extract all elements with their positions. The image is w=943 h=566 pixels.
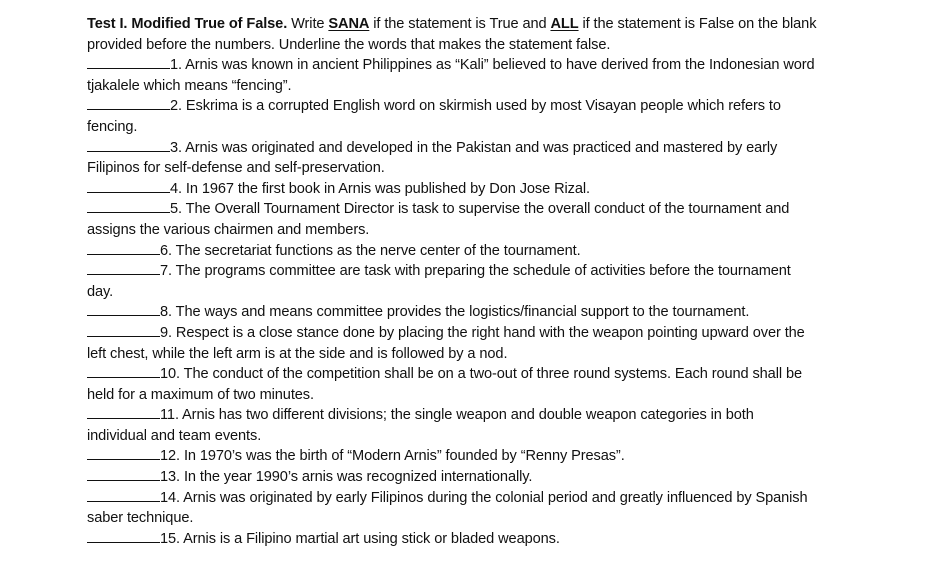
question-text: 15. Arnis is a Filipino martial art using stick or bladed weapons.	[160, 530, 560, 547]
instructions-text: if the statement is True and	[369, 16, 551, 32]
question-2-continued: fencing.	[87, 118, 138, 135]
question-text: 1. Arnis was known in ancient Philippines as “Kali” believed to have derived from the Indonesian word	[170, 57, 815, 74]
question-text: 3. Arnis was originated and developed in the Pakistan and was practiced and mastered by early	[170, 139, 778, 156]
answer-blank-8[interactable]	[87, 302, 160, 316]
question-15	[87, 529, 877, 550]
question-12	[87, 446, 877, 467]
answer-blank-11[interactable]	[87, 405, 160, 419]
answer-blank-10[interactable]	[87, 364, 160, 378]
question-text: 10. The conduct of the competition shall be on a two-out of three round systems. Each round shall be	[160, 366, 802, 383]
question-10-continued: held for a maximum of two minutes.	[87, 386, 314, 403]
question-text: 5. The Overall Tournament Director is task to supervise the overall conduct of the tournament and	[170, 201, 790, 218]
question-14-continued: saber technique.	[87, 510, 194, 527]
question-7	[87, 261, 877, 282]
answer-blank-6[interactable]	[87, 241, 160, 255]
question-9-continued: left chest, while the left arm is at the side and is followed by a nod.	[87, 345, 508, 362]
question-11	[87, 405, 877, 426]
question-text: 12. In 1970’s was the birth of “Modern Arnis” founded by “Renny Presas”.	[160, 448, 625, 465]
question-text: 8. The ways and means committee provides the logistics/financial support to the tournament.	[160, 304, 750, 321]
instructions-text: if the statement is False on the blank	[578, 16, 817, 32]
answer-blank-9[interactable]	[87, 323, 160, 337]
answer-blank-15[interactable]	[87, 529, 160, 543]
question-2	[87, 96, 877, 117]
question-1-continued: tjakalele which means “fencing”.	[87, 77, 292, 94]
answer-blank-7[interactable]	[87, 261, 160, 275]
question-11-continued: individual and team events.	[87, 427, 262, 444]
answer-blank-2[interactable]	[87, 96, 170, 110]
question-5	[87, 199, 877, 220]
question-6	[87, 241, 877, 262]
worksheet	[87, 14, 877, 549]
answer-blank-5[interactable]	[87, 199, 170, 213]
question-text: 11. Arnis has two different divisions; the single weapon and double weapon categories in both	[160, 407, 754, 424]
false-keyword: ALL	[550, 16, 579, 32]
question-14	[87, 488, 877, 509]
question-8	[87, 302, 877, 323]
question-text: 4. In 1967 the first book in Arnis was published by Don Jose Rizal.	[170, 180, 590, 197]
question-3-continued: Filipinos for self-defense and self-preservation.	[87, 160, 385, 177]
instructions-line-1	[87, 14, 877, 35]
question-10	[87, 364, 877, 385]
instructions-text: Write	[287, 16, 329, 32]
question-7-continued: day.	[87, 283, 114, 300]
question-3	[87, 138, 877, 159]
question-text: 6. The secretariat functions as the nerve center of the tournament.	[160, 242, 581, 259]
answer-blank-3[interactable]	[87, 138, 170, 152]
question-1	[87, 55, 877, 76]
answer-blank-13[interactable]	[87, 467, 160, 481]
question-9	[87, 323, 877, 344]
question-text: 2. Eskrima is a corrupted English word on skirmish used by most Visayan people which refers to	[170, 98, 781, 115]
answer-blank-1[interactable]	[87, 55, 170, 69]
test-heading: Test I. Modified True of False.	[87, 16, 288, 32]
question-5-continued: assigns the various chairmen and members.	[87, 221, 370, 238]
question-text: 13. In the year 1990’s arnis was recognized internationally.	[160, 469, 533, 486]
question-text: 14. Arnis was originated by early Filipinos during the colonial period and greatly influenced by Spanish	[160, 489, 808, 506]
question-4	[87, 179, 877, 200]
answer-blank-4[interactable]	[87, 179, 170, 193]
question-text: 7. The programs committee are task with preparing the schedule of activities before the tournament	[160, 263, 791, 280]
answer-blank-14[interactable]	[87, 488, 160, 502]
question-text: 9. Respect is a close stance done by placing the right hand with the weapon pointing upward over the	[160, 324, 805, 341]
question-13	[87, 467, 877, 488]
answer-blank-12[interactable]	[87, 446, 160, 460]
true-keyword: SANA	[328, 16, 370, 32]
instructions-line-2: provided before the numbers. Underline the words that makes the statement false.	[87, 36, 611, 53]
